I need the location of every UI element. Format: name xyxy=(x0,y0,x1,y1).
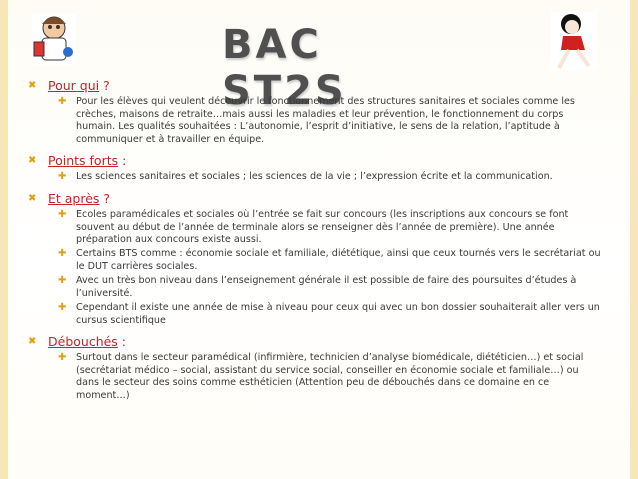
betty-boop-image xyxy=(549,10,599,72)
section-heading: Et après ? xyxy=(48,190,111,206)
plus-bullet-icon: ✚ xyxy=(58,248,67,260)
section-pour-qui xyxy=(28,80,628,146)
list-item: ✚ Les sciences sanitaires et sociales ; les sciences de la vie ; l’expression écrite et la communication. xyxy=(58,171,553,183)
plus-bullet-icon: ✚ xyxy=(58,171,67,183)
plus-bullet-icon: ✚ xyxy=(58,209,67,221)
x-bullet-icon: ✖ xyxy=(28,192,37,204)
list-item: ✚ Ecoles paramédicales et sociales où l’entrée se fait sur concours (les inscriptions aux concours se font souvent au début de l’année de terminale alors se renseigner dès l’année de première). Une année préparation aux concours existe aussi. xyxy=(58,209,569,246)
plus-bullet-icon: ✚ xyxy=(58,302,67,314)
section-debouches xyxy=(28,333,628,402)
x-bullet-icon: ✖ xyxy=(28,335,37,347)
section-heading: Pour qui ? xyxy=(48,78,110,93)
section-heading: Débouchés : xyxy=(48,333,127,349)
plus-bullet-icon: ✚ xyxy=(58,96,67,108)
list-item: ✚ Pour les élèves qui veulent découvrir le fonctionnement des structures sanitaires et sociales comme les crèches, maisons de retraite…mais aussi les maladies et leur prévention, le fonctionnement du corps humain. Les qualités souhaitées : L’autonomie, l’esprit d’initiative, le sens de la relation, l’aptitude à communiquer et à travailler en équipe. xyxy=(58,96,575,145)
section-points-forts xyxy=(28,155,628,184)
list-item: ✚ Surtout dans le secteur paramédical (infirmière, technicien d’analyse biomédicale, diététicien…) et social (secrétariat médico – social, assistant du service social, conseiller en économie sociale et familiale…) ou dans le secteur des soins comme esthéticien (Attention peu de débouchés dans ce domaine en ce moment…) xyxy=(58,352,584,401)
x-bullet-icon: ✖ xyxy=(28,80,37,91)
list-item: ✚ Certains BTS comme : économie sociale et familiale, diététique, ainsi que ceux tournés vers le secrétariat ou le DUT carrières sociales. xyxy=(58,248,601,272)
x-bullet-icon: ✖ xyxy=(28,155,37,167)
scientist-cartoon-image xyxy=(28,12,80,68)
list-item: ✚ Cependant il existe une année de mise à niveau pour ceux qui avec un bon dossier souhaiterait aller vers un cursus scientifique xyxy=(58,302,600,326)
plus-bullet-icon: ✚ xyxy=(58,275,67,287)
list-item: ✚ Avec un très bon niveau dans l’enseignement générale il est possible de faire des poursuites d’études à l’université. xyxy=(58,275,577,299)
page-title: BAC ST2S xyxy=(222,22,347,114)
section-et-apres xyxy=(28,190,628,327)
content xyxy=(28,80,628,411)
plus-bullet-icon: ✚ xyxy=(58,352,67,364)
section-heading: Points forts : xyxy=(48,153,127,169)
